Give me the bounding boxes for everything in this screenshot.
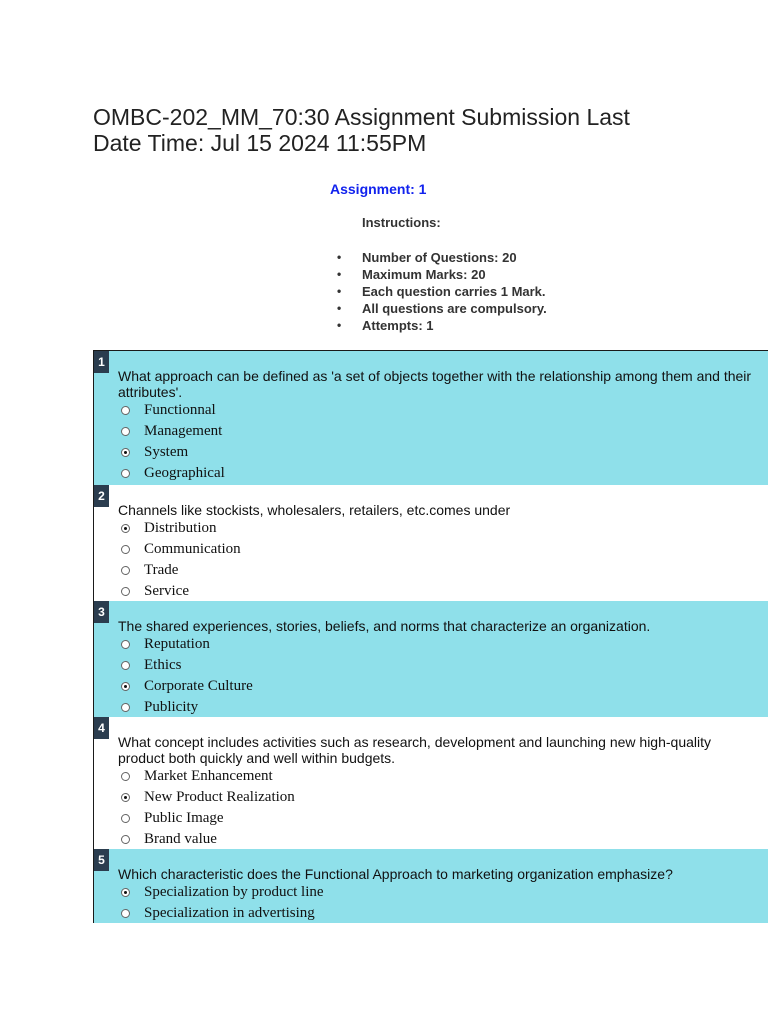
option-distribution[interactable] bbox=[118, 518, 768, 539]
option-brand-value[interactable] bbox=[118, 829, 768, 850]
option-label: Market Enhancement bbox=[144, 768, 273, 784]
bullet-icon: • bbox=[337, 301, 342, 315]
assignment-heading: Assignment: 1 bbox=[330, 181, 427, 197]
answer-options bbox=[118, 518, 768, 602]
question-text: What concept includes activities such as research, development and launching new high-quality product both quickly and well within budgets. bbox=[118, 734, 712, 766]
question-number-badge: 2 bbox=[94, 485, 109, 507]
instructions-label: Instructions: bbox=[362, 215, 441, 230]
bullet-icon: • bbox=[337, 250, 342, 264]
instruction-text: Maximum Marks: 20 bbox=[362, 267, 486, 282]
option-communication[interactable] bbox=[118, 539, 768, 560]
option-label: Service bbox=[144, 583, 189, 599]
radio-button-icon[interactable] bbox=[121, 703, 130, 712]
question-number-badge: 3 bbox=[94, 601, 109, 623]
answer-options bbox=[118, 766, 768, 850]
instructions-list bbox=[337, 249, 547, 334]
option-specialization-in-advertising[interactable] bbox=[118, 903, 768, 923]
instruction-item bbox=[337, 317, 547, 334]
question-text: What approach can be defined as 'a set of objects together with the relationship among them and their attributes'. bbox=[118, 368, 752, 400]
instruction-text: Number of Questions: 20 bbox=[362, 250, 517, 265]
radio-button-selected-icon[interactable] bbox=[121, 682, 130, 691]
option-label: Corporate Culture bbox=[144, 678, 253, 694]
instruction-item bbox=[337, 266, 547, 283]
radio-button-icon[interactable] bbox=[121, 640, 130, 649]
option-label: Specialization in advertising bbox=[144, 905, 315, 921]
instruction-item bbox=[337, 283, 547, 300]
option-new-product-realization[interactable] bbox=[118, 787, 768, 808]
answer-options bbox=[118, 882, 768, 923]
question-text: Channels like stockists, wholesalers, retailers, etc.comes under bbox=[118, 502, 511, 518]
question-list bbox=[93, 350, 768, 923]
bullet-icon: • bbox=[337, 284, 342, 298]
option-public-image[interactable] bbox=[118, 808, 768, 829]
instruction-text: Each question carries 1 Mark. bbox=[362, 284, 546, 299]
option-specialization-by-product-line[interactable] bbox=[118, 882, 768, 903]
option-label: Ethics bbox=[144, 657, 182, 673]
radio-button-selected-icon[interactable] bbox=[121, 448, 130, 457]
answer-options bbox=[118, 400, 768, 484]
page-title bbox=[93, 104, 693, 156]
option-ethics[interactable] bbox=[118, 655, 768, 676]
option-label: Publicity bbox=[144, 699, 199, 715]
option-corporate-culture[interactable] bbox=[118, 676, 768, 697]
option-label: Specialization by product line bbox=[144, 884, 324, 900]
question-number-badge: 1 bbox=[94, 351, 109, 373]
radio-button-selected-icon[interactable] bbox=[121, 888, 130, 897]
question-4 bbox=[94, 717, 768, 849]
question-1 bbox=[94, 351, 768, 485]
option-management[interactable] bbox=[118, 421, 768, 442]
option-label: Reputation bbox=[144, 636, 210, 652]
radio-button-icon[interactable] bbox=[121, 909, 130, 918]
radio-button-icon[interactable] bbox=[121, 661, 130, 670]
option-label: Functionnal bbox=[144, 402, 216, 418]
option-reputation[interactable] bbox=[118, 634, 768, 655]
question-number-badge: 4 bbox=[94, 717, 109, 739]
option-label: New Product Realization bbox=[144, 789, 295, 805]
option-publicity[interactable] bbox=[118, 697, 768, 718]
option-trade[interactable] bbox=[118, 560, 768, 581]
option-label: Brand value bbox=[144, 831, 217, 847]
option-label: Distribution bbox=[144, 520, 217, 536]
instruction-text: All questions are compulsory. bbox=[362, 301, 547, 316]
question-number-badge: 5 bbox=[94, 849, 109, 871]
instruction-item bbox=[337, 249, 547, 266]
option-label: System bbox=[144, 444, 189, 460]
radio-button-selected-icon[interactable] bbox=[121, 793, 130, 802]
radio-button-icon[interactable] bbox=[121, 545, 130, 554]
option-system[interactable] bbox=[118, 442, 768, 463]
option-label: Management bbox=[144, 423, 223, 439]
radio-button-icon[interactable] bbox=[121, 814, 130, 823]
question-text: The shared experiences, stories, beliefs, and norms that characterize an organization. bbox=[118, 618, 651, 634]
instruction-text: Attempts: 1 bbox=[362, 318, 434, 333]
radio-button-icon[interactable] bbox=[121, 587, 130, 596]
page-title-line-1: OMBC-202_MM_70:30 Assignment Submission Last bbox=[93, 104, 630, 130]
option-label: Public Image bbox=[144, 810, 224, 826]
option-functionnal[interactable] bbox=[118, 400, 768, 421]
option-service[interactable] bbox=[118, 581, 768, 602]
option-label: Communication bbox=[144, 541, 241, 557]
question-5 bbox=[94, 849, 768, 923]
bullet-icon: • bbox=[337, 318, 342, 332]
option-market-enhancement[interactable] bbox=[118, 766, 768, 787]
radio-button-icon[interactable] bbox=[121, 566, 130, 575]
instruction-item bbox=[337, 300, 547, 317]
radio-button-icon[interactable] bbox=[121, 772, 130, 781]
answer-options bbox=[118, 634, 768, 718]
radio-button-icon[interactable] bbox=[121, 835, 130, 844]
question-3 bbox=[94, 601, 768, 717]
radio-button-icon[interactable] bbox=[121, 469, 130, 478]
question-2 bbox=[94, 485, 768, 601]
question-text: Which characteristic does the Functional Approach to marketing organization emphasize? bbox=[118, 866, 673, 882]
radio-button-selected-icon[interactable] bbox=[121, 524, 130, 533]
radio-button-icon[interactable] bbox=[121, 427, 130, 436]
option-label: Geographical bbox=[144, 465, 225, 481]
option-geographical[interactable] bbox=[118, 463, 768, 484]
bullet-icon: • bbox=[337, 267, 342, 281]
option-label: Trade bbox=[144, 562, 179, 578]
page-title-line-2: Date Time: Jul 15 2024 11:55PM bbox=[93, 130, 427, 156]
radio-button-icon[interactable] bbox=[121, 406, 130, 415]
